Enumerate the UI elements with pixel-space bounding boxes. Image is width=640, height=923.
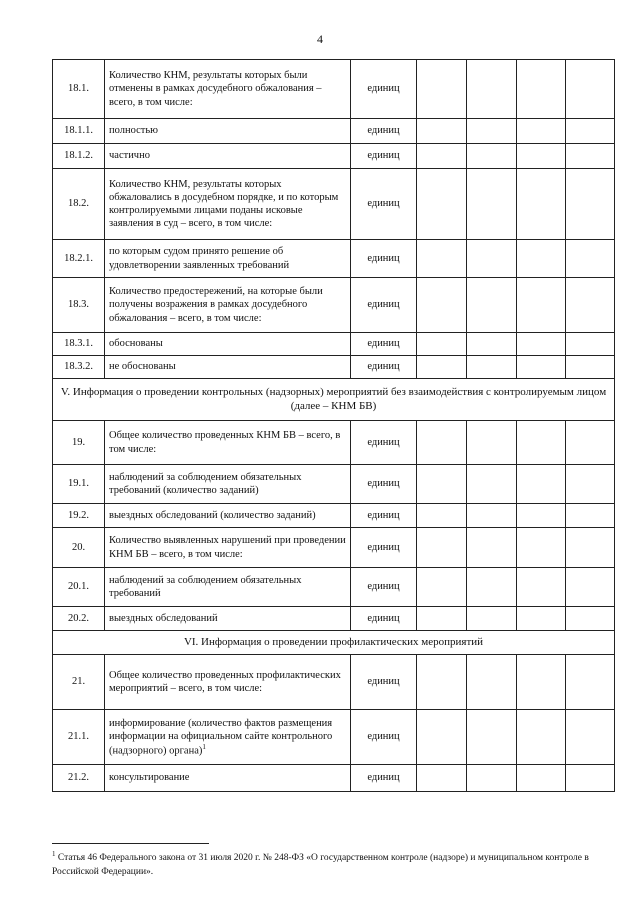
indicator-text: наблюдений за соблюдением обязательных требований (количество заданий) xyxy=(109,471,302,496)
value-cell[interactable] xyxy=(566,765,615,792)
table-row xyxy=(53,607,615,631)
row-number: 18.2. xyxy=(53,169,105,240)
indicator-cell xyxy=(105,421,351,465)
value-cell[interactable] xyxy=(467,144,517,169)
value-cell[interactable] xyxy=(566,710,615,765)
value-cell[interactable] xyxy=(566,144,615,169)
row-number: 18.3. xyxy=(53,278,105,333)
value-cell[interactable] xyxy=(467,421,517,465)
table-row xyxy=(53,144,615,169)
table-row xyxy=(53,356,615,379)
footnote-ref: 1 xyxy=(202,742,206,751)
value-cell[interactable] xyxy=(517,655,566,710)
unit-cell: единиц xyxy=(351,710,417,765)
unit-cell: единиц xyxy=(351,333,417,356)
unit-cell: единиц xyxy=(351,240,417,278)
table-row xyxy=(53,710,615,765)
table-row xyxy=(53,568,615,607)
unit-cell: единиц xyxy=(351,765,417,792)
indicator-text: Количество выявленных нарушений при проведении КНМ БВ – всего, в том числе: xyxy=(109,535,346,560)
table-row xyxy=(53,765,615,792)
row-number: 21. xyxy=(53,655,105,710)
row-number: 19.2. xyxy=(53,504,105,528)
value-cell[interactable] xyxy=(517,710,566,765)
value-cell[interactable] xyxy=(467,333,517,356)
value-cell[interactable] xyxy=(417,119,467,144)
indicator-text: обоснованы xyxy=(109,338,163,350)
table-row xyxy=(53,278,615,333)
indicator-text: наблюдений за соблюдением обязательных требований xyxy=(109,574,302,599)
footnote-separator xyxy=(52,843,209,844)
value-cell[interactable] xyxy=(467,465,517,504)
unit-cell: единиц xyxy=(351,278,417,333)
row-number: 18.3.1. xyxy=(53,333,105,356)
value-cell[interactable] xyxy=(517,765,566,792)
table-row xyxy=(53,465,615,504)
value-cell[interactable] xyxy=(467,356,517,379)
value-cell[interactable] xyxy=(566,119,615,144)
value-cell[interactable] xyxy=(566,528,615,568)
indicator-text: информирование (количество фактов размещения информации на официальном сайте контрольного (надзорного) органа) xyxy=(109,717,333,757)
value-cell[interactable] xyxy=(517,421,566,465)
row-number: 18.2.1. xyxy=(53,240,105,278)
value-cell[interactable] xyxy=(417,528,467,568)
value-cell[interactable] xyxy=(417,144,467,169)
value-cell[interactable] xyxy=(467,278,517,333)
indicator-cell xyxy=(105,60,351,119)
value-cell[interactable] xyxy=(517,240,566,278)
indicator-cell xyxy=(105,240,351,278)
footnote-marker: 1 xyxy=(52,850,56,858)
row-number: 19. xyxy=(53,421,105,465)
row-number: 21.2. xyxy=(53,765,105,792)
row-number: 21.1. xyxy=(53,710,105,765)
indicator-text: Количество КНМ, результаты которых были отменены в рамках досудебного обжалования – всего, в том числе: xyxy=(109,70,322,108)
unit-cell: единиц xyxy=(351,655,417,710)
page-number: 4 xyxy=(317,32,323,46)
value-cell[interactable] xyxy=(467,240,517,278)
value-cell[interactable] xyxy=(467,169,517,240)
value-cell[interactable] xyxy=(417,421,467,465)
indicator-cell xyxy=(105,568,351,607)
value-cell[interactable] xyxy=(566,60,615,119)
indicator-text: консультирование xyxy=(109,772,190,784)
row-number: 20.1. xyxy=(53,568,105,607)
table-row xyxy=(53,60,615,119)
value-cell[interactable] xyxy=(417,765,467,792)
section-header-row xyxy=(53,379,615,421)
value-cell[interactable] xyxy=(417,60,467,119)
unit-cell: единиц xyxy=(351,607,417,631)
section-title: V. Информация о проведении контрольных (надзорных) мероприятий без взаимодействия с контролируемым лицом (далее – КНМ БВ) xyxy=(53,379,615,421)
row-number: 18.1.2. xyxy=(53,144,105,169)
value-cell[interactable] xyxy=(517,356,566,379)
value-cell[interactable] xyxy=(517,504,566,528)
table-row xyxy=(53,240,615,278)
report-table xyxy=(52,59,615,792)
table-row xyxy=(53,421,615,465)
table-row xyxy=(53,119,615,144)
unit-cell: единиц xyxy=(351,421,417,465)
indicator-cell xyxy=(105,465,351,504)
value-cell[interactable] xyxy=(566,607,615,631)
value-cell[interactable] xyxy=(467,655,517,710)
indicator-text: не обоснованы xyxy=(109,361,176,373)
table-row xyxy=(53,169,615,240)
indicator-text: по которым судом принято решение об удовлетворении заявленных требований xyxy=(109,246,290,271)
value-cell[interactable] xyxy=(517,144,566,169)
row-number: 20. xyxy=(53,528,105,568)
indicator-cell xyxy=(105,278,351,333)
unit-cell: единиц xyxy=(351,144,417,169)
row-number: 19.1. xyxy=(53,465,105,504)
unit-cell: единиц xyxy=(351,356,417,379)
value-cell[interactable] xyxy=(467,528,517,568)
value-cell[interactable] xyxy=(566,465,615,504)
value-cell[interactable] xyxy=(517,465,566,504)
value-cell[interactable] xyxy=(517,607,566,631)
value-cell[interactable] xyxy=(517,278,566,333)
indicator-cell xyxy=(105,504,351,528)
value-cell[interactable] xyxy=(566,333,615,356)
value-cell[interactable] xyxy=(467,119,517,144)
table-row xyxy=(53,528,615,568)
unit-cell: единиц xyxy=(351,169,417,240)
row-number: 18.1.1. xyxy=(53,119,105,144)
indicator-text: выездных обследований xyxy=(109,612,218,624)
section-header-row xyxy=(53,631,615,655)
value-cell[interactable] xyxy=(417,710,467,765)
unit-cell: единиц xyxy=(351,568,417,607)
row-number: 20.2. xyxy=(53,607,105,631)
unit-cell: единиц xyxy=(351,60,417,119)
value-cell[interactable] xyxy=(517,60,566,119)
indicator-text: Количество предостережений, на которые были получены возражения в рамках досудебного обжалования – всего, в том числе: xyxy=(109,286,323,324)
indicator-cell xyxy=(105,169,351,240)
value-cell[interactable] xyxy=(417,607,467,631)
value-cell[interactable] xyxy=(417,568,467,607)
indicator-text: выездных обследований (количество заданий) xyxy=(109,509,316,521)
value-cell[interactable] xyxy=(417,278,467,333)
indicator-cell xyxy=(105,607,351,631)
indicator-cell xyxy=(105,528,351,568)
value-cell[interactable] xyxy=(517,568,566,607)
value-cell[interactable] xyxy=(467,60,517,119)
value-cell[interactable] xyxy=(566,356,615,379)
value-cell[interactable] xyxy=(566,655,615,710)
value-cell[interactable] xyxy=(417,356,467,379)
indicator-text: Количество КНМ, результаты которых обжаловались в досудебном порядке, и по которым контролируемыми лицами поданы исковые заявления в суд – всего, в том числе: xyxy=(109,178,339,230)
value-cell[interactable] xyxy=(467,710,517,765)
row-number: 18.3.2. xyxy=(53,356,105,379)
table-row xyxy=(53,504,615,528)
value-cell[interactable] xyxy=(566,169,615,240)
table-row xyxy=(53,333,615,356)
indicator-cell xyxy=(105,119,351,144)
value-cell[interactable] xyxy=(417,333,467,356)
footnote-text: Статья 46 Федерального закона от 31 июля 2020 г. № 248-ФЗ «О государственном контроле (надзоре) и муниципальном контроле в Российской Федерации». xyxy=(52,853,589,877)
row-number: 18.1. xyxy=(53,60,105,119)
indicator-text: Общее количество проведенных профилактических мероприятий – всего, в том числе: xyxy=(109,669,341,694)
indicator-cell xyxy=(105,765,351,792)
value-cell[interactable] xyxy=(566,240,615,278)
value-cell[interactable] xyxy=(467,568,517,607)
indicator-cell xyxy=(105,333,351,356)
indicator-cell xyxy=(105,144,351,169)
value-cell[interactable] xyxy=(517,528,566,568)
value-cell[interactable] xyxy=(417,465,467,504)
value-cell[interactable] xyxy=(417,169,467,240)
indicator-cell xyxy=(105,356,351,379)
value-cell[interactable] xyxy=(517,119,566,144)
value-cell[interactable] xyxy=(566,278,615,333)
indicator-text: Общее количество проведенных КНМ БВ – всего, в том числе: xyxy=(109,430,341,455)
value-cell[interactable] xyxy=(566,421,615,465)
value-cell[interactable] xyxy=(517,169,566,240)
value-cell[interactable] xyxy=(566,504,615,528)
unit-cell: единиц xyxy=(351,119,417,144)
section-title: VI. Информация о проведении профилактических мероприятий xyxy=(53,631,615,655)
value-cell[interactable] xyxy=(417,240,467,278)
unit-cell: единиц xyxy=(351,465,417,504)
value-cell[interactable] xyxy=(467,607,517,631)
unit-cell: единиц xyxy=(351,528,417,568)
value-cell[interactable] xyxy=(417,504,467,528)
value-cell[interactable] xyxy=(467,504,517,528)
value-cell[interactable] xyxy=(517,333,566,356)
footnote xyxy=(52,849,612,880)
value-cell[interactable] xyxy=(566,568,615,607)
table-row xyxy=(53,655,615,710)
indicator-text: полностью xyxy=(109,125,158,137)
unit-cell: единиц xyxy=(351,504,417,528)
indicator-cell xyxy=(105,710,351,765)
indicator-cell xyxy=(105,655,351,710)
value-cell[interactable] xyxy=(467,765,517,792)
value-cell[interactable] xyxy=(417,655,467,710)
indicator-text: частично xyxy=(109,150,150,162)
